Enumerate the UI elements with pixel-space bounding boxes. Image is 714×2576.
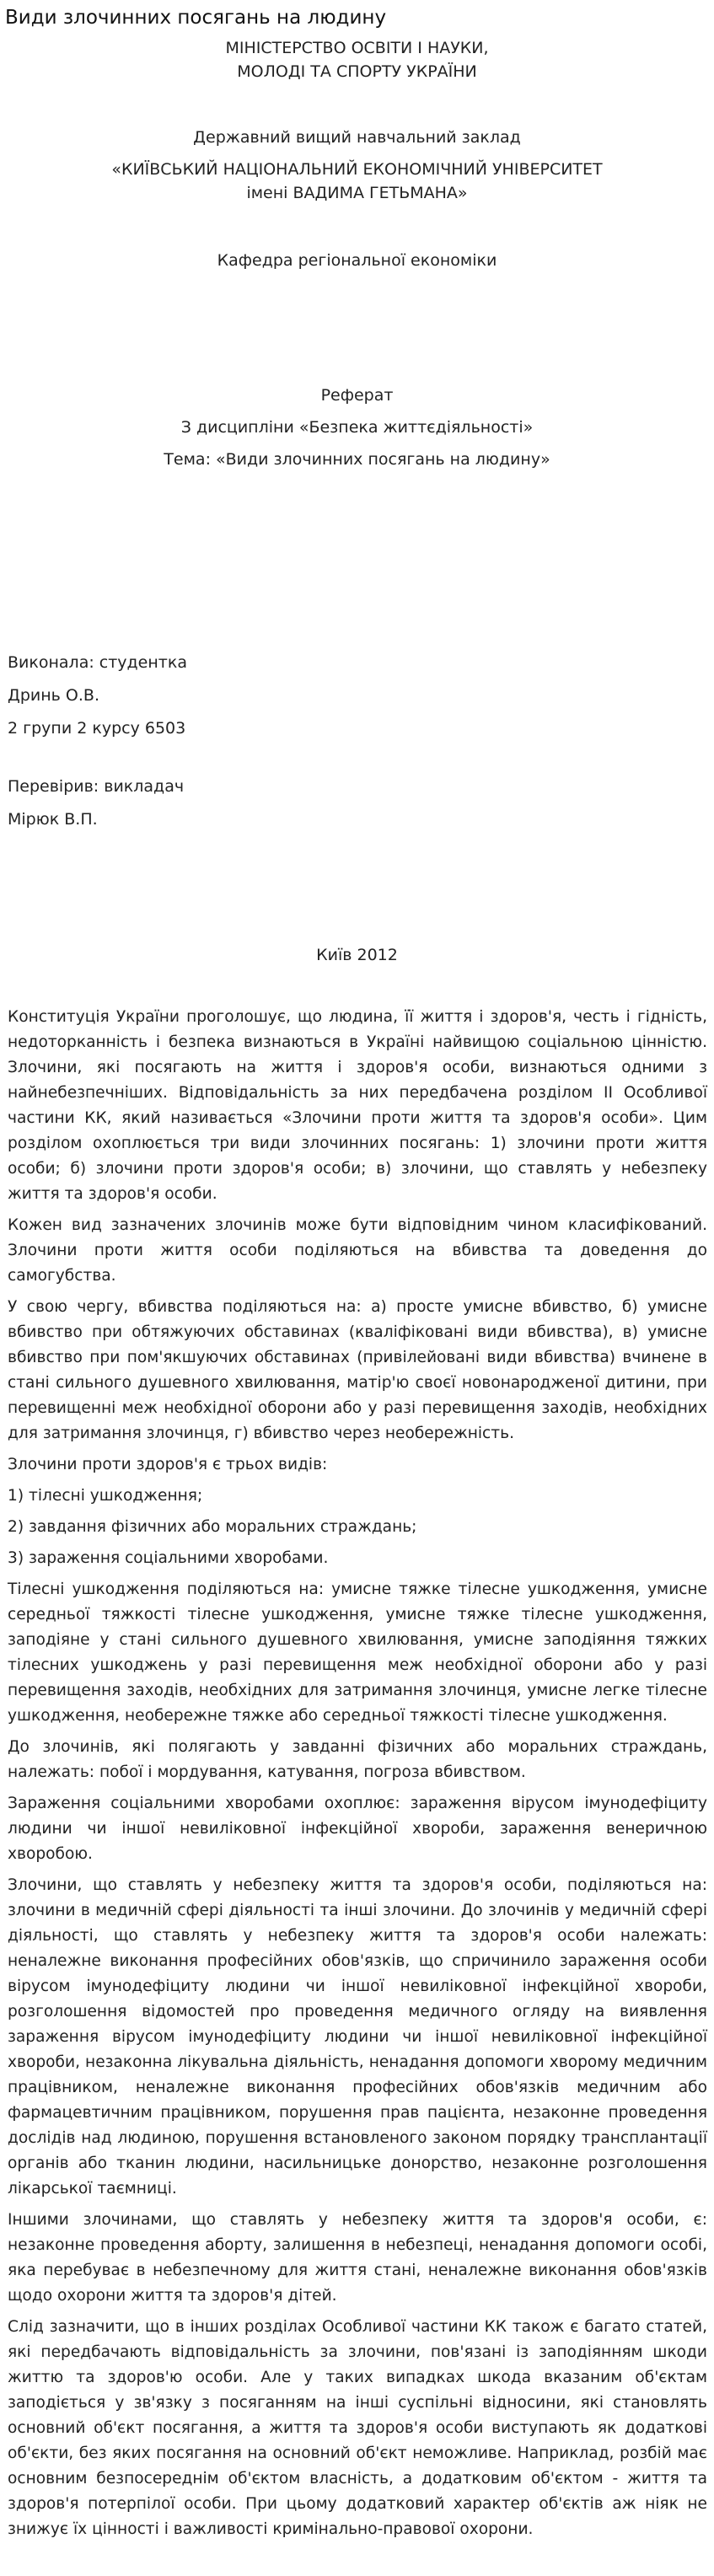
document-title: Види злочинних посягань на людину (5, 7, 387, 29)
university-line-2: імені ВАДИМА ГЕТЬМАНА» (246, 184, 468, 202)
list-item: 3) зараження соціальними хворобами. (8, 1549, 329, 1567)
performed-by-label: Виконала: студентка (8, 653, 187, 672)
paragraph: До злочинів, які полягають у завданні фізичних або моральних страждань, належать: побої і мордування, катування, погроза вбивством. (8, 1738, 707, 1781)
paragraph: Слід зазначити, що в інших розділах Особливої частини КК також є багато статей, які передбачають відповідальність за злочини, пов'язані із заподіянням шкоди життю та здоров'ю особи. Але у таких випадках шкода вказаним об'єктам заподіється у зв'язку з посяганням на інші суспільні відносини, які становлять основний об'єкт посягання, а життя та здоров'я особи виступають як додаткові об'єкти, без яких посягання на основний об'єкт неможливе. Наприклад, розбій має основним безпосереднім об'єктом власність, а додатковим об'єктом - життя та здоров'я потерпілої особи. При цьому додатковий характер об'єктів аж ніяк не знижує їх цінності і важливості кримінально-правової охорони. (8, 2318, 707, 2538)
list-item: 2) завдання фізичних або моральних страждань; (8, 1518, 417, 1536)
institution-type: Державний вищий навчальний заклад (193, 128, 521, 147)
list-item: 1) тілесні ушкодження; (8, 1487, 203, 1505)
paragraph: Злочини, що ставлять у небезпеку життя та здоров'я особи, поділяються на: злочини в медичній сфері діяльності та інші злочини. До злочинів у медичній сфері діяльності, що ставлять у небезпеку життя та здоров'я особи належать: неналежне виконання професійних обов'язків, що спричинило зараження особи вірусом імунодефіциту людини чи іншої невиліковної інфекційної хвороби, розголошення відомостей про проведення медичного огляду на виявлення зараження вірусом імунодефіциту людини чи іншої невиліковної інфекційної хвороби, незаконна лікувальна діяльність, ненадання допомоги хворому медичним працівником, неналежне виконання професійних обов'язків медичним або фармацевтичним працівником, порушення прав пацієнта, незаконне проведення дослідів над людиною, порушення встановленого законом порядку трансплантації органів або тканин людини, насильницьке донорство, незаконне розголошення лікарської таємниці. (8, 1876, 707, 2198)
paragraph: Іншими злочинами, що ставлять у небезпеку життя та здоров'я особи, є: незаконне проведення аборту, залишення в небезпеці, ненадання допомоги особі, яка перебуває в небезпечному для життя стані, неналежне виконання обов'язків щодо охорони життя та здоров'я дітей. (8, 2211, 707, 2305)
student-name: Дринь О.В. (8, 686, 99, 705)
paragraph: Тілесні ушкодження поділяються на: умисне тяжке тілесне ушкодження, умисне середньої тяжкості тілесне ушкодження, умисне тяжке тілесне ушкодження, заподіяне у стані сильного душевного хвилювання, умисне заподіяння тяжких тілесних ушкоджень у разі перевищення меж необхідної оборони або у разі перевищення заходів, необхідних для затримання злочинця, умисне легке тілесне ушкодження, необережне тяжке або середньої тяжкості тілесне ушкодження. (8, 1580, 707, 1725)
essay-body (8, 1005, 707, 2548)
work-type: Реферат (320, 386, 394, 405)
paragraph: Злочини проти здоров'я є трьох видів: (8, 1456, 328, 1473)
discipline-line: З дисципліни «Безпека життєдіяльності» (180, 418, 534, 437)
ministry-line-1: МІНІСТЕРСТВО ОСВІТИ І НАУКИ, (225, 39, 489, 57)
checked-by-label: Перевірив: викладач (8, 777, 185, 796)
department-name: Кафедра регіональної економіки (217, 251, 497, 270)
university-line-1: «КИЇВСЬКИЙ НАЦІОНАЛЬНИЙ ЕКОНОМІЧНИЙ УНІВЕРСИТЕТ (111, 160, 603, 179)
city-year: Київ 2012 (316, 946, 398, 964)
paragraph: Кожен вид зазначених злочинів може бути відповідним чином класифікований. Злочини проти життя особи поділяються на вбивства та доведення до самогубства. (8, 1216, 707, 1285)
paragraph: Конституція України проголошує, що людина, її життя і здоров'я, честь і гідність, недоторканність і безпека визнаються в Україні найвищою соціальною цінністю. Злочини, які посягають на життя і здоров'я особи, визнаються одними з найнебезпечніших. Відповідальність за них передбачена розділом ІІ Особливої частини КК, який називається «Злочини проти життя та здоров'я особи». Цим розділом охоплюється три види злочинних посягань: 1) злочини проти життя особи; б) злочини проти здоров'я особи; в) злочини, що ставлять у небезпеку життя та здоров'я особи. (8, 1008, 707, 1203)
student-group: 2 групи 2 курсу 6503 (8, 719, 186, 738)
ministry-line-2: МОЛОДІ ТА СПОРТУ УКРАЇНИ (237, 62, 477, 81)
teacher-name: Мірюк В.П. (8, 810, 98, 829)
topic-line: Тема: «Види злочинних посягань на людину» (164, 450, 550, 469)
paragraph: У свою чергу, вбивства поділяються на: а) просте умисне вбивство, б) умисне вбивство при обтяжуючих обставинах (кваліфіковані види вбивства), в) умисне вбивство при пом'якшуючих обставинах (привілейовані види вбивства) вчинене в стані сильного душевного хвилювання, матір'ю своєї новонародженої дитини, при перевищенні меж необхідної оборони або у разі перевищення заходів, необхідних для затримання злочинця, г) вбивство через необережність. (8, 1298, 707, 1442)
paragraph: Зараження соціальними хворобами охоплює: зараження вірусом імунодефіциту людини чи іншої невиліковної інфекційної хвороби, зараження венеричною хворобою. (8, 1795, 707, 1863)
